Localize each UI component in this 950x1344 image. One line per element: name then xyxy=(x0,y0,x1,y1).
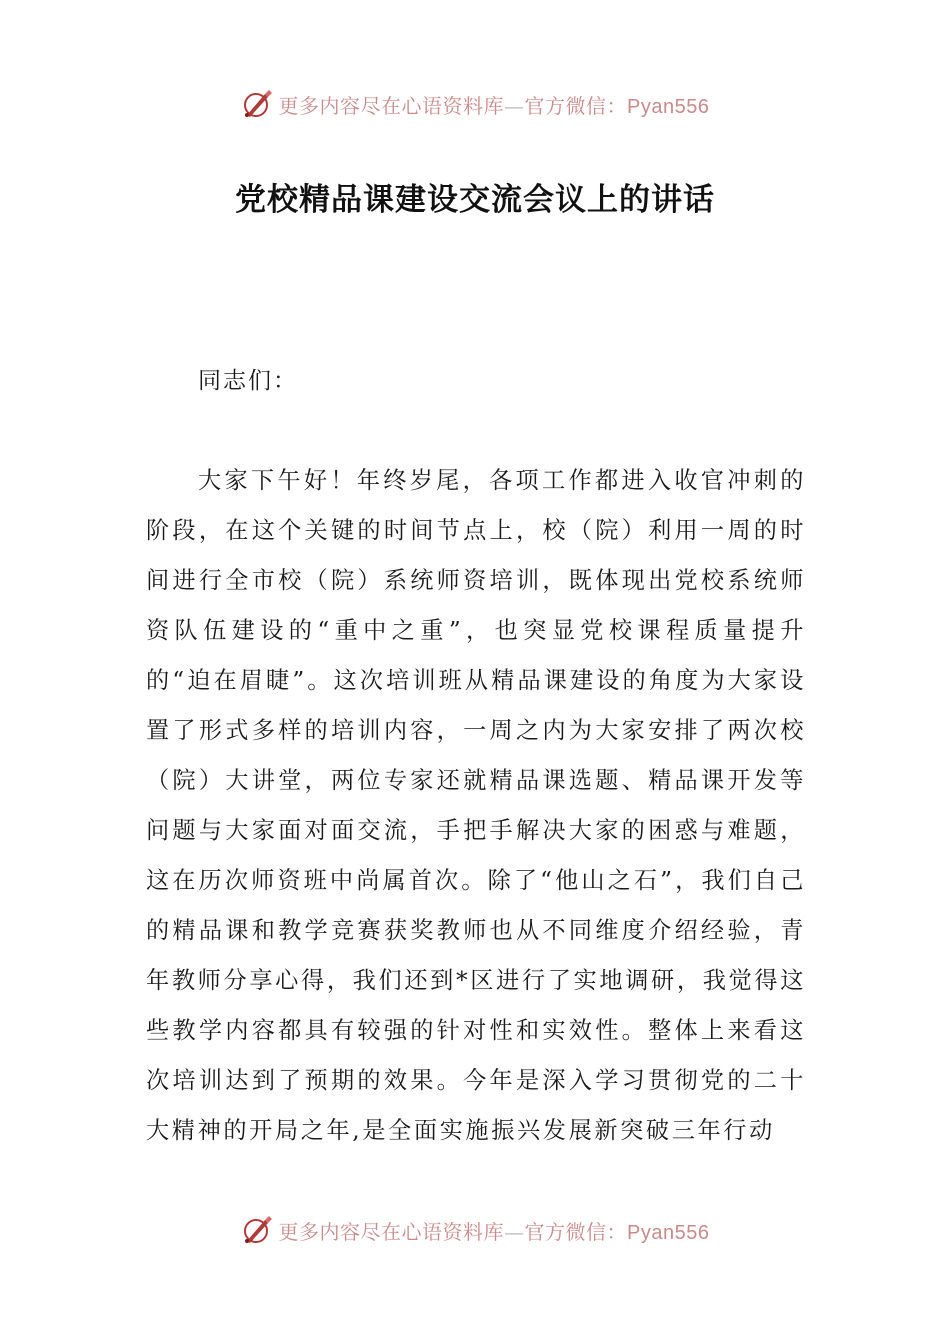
watermark-wechat-label: 官方微信： xyxy=(524,1219,628,1244)
pen-logo-icon xyxy=(241,88,273,120)
watermark-text xyxy=(279,90,710,119)
watermark-separator: — xyxy=(504,93,525,118)
salutation: 同志们： xyxy=(198,368,298,394)
watermark-brand: 更多内容尽在心语资料库 xyxy=(278,1219,505,1244)
watermark-wechat-id: Pyan556 xyxy=(627,1221,710,1244)
watermark-text xyxy=(279,1216,710,1245)
watermark-wechat-label: 官方微信： xyxy=(524,93,628,118)
watermark-footer xyxy=(0,1208,950,1252)
body-paragraph: 大家下午好！年终岁尾，各项工作都进入收官冲刺的阶段，在这个关键的时间节点上，校（院）利用一周的时间进行全市校（院）系统师资培训，既体现出党校系统师资队伍建设的“重中之重”，也突显党校课程质量提升的“迫在眉睫”。这次培训班从精品课建设的角度为大家设置了形式多样的培训内容，一周之内为大家安排了两次校（院）大讲堂，两位专家还就精品课选题、精品课开发等问题与大家面对面交流，手把手解决大家的困惑与难题，这在历次师资班中尚属首次。除了“他山之石”，我们自己的精品课和教学竞赛获奖教师也从不同维度介绍经验，青年教师分享心得，我们还到*区进行了实地调研，我觉得这些教学内容都具有较强的针对性和实效性。整体上来看这次培训达到了预期的效果。今年是深入学习贯彻党的二十大精神的开局之年,是全面实施振兴发展新突破三年行动 xyxy=(146,467,806,1144)
watermark-brand: 更多内容尽在心语资料库 xyxy=(278,93,505,118)
watermark-wechat-id: Pyan556 xyxy=(627,95,710,118)
watermark-separator: — xyxy=(504,1219,525,1244)
pen-logo-icon xyxy=(241,1214,273,1246)
watermark-header xyxy=(0,82,950,126)
document-title: 党校精品课建设交流会议上的讲话 xyxy=(235,182,715,218)
